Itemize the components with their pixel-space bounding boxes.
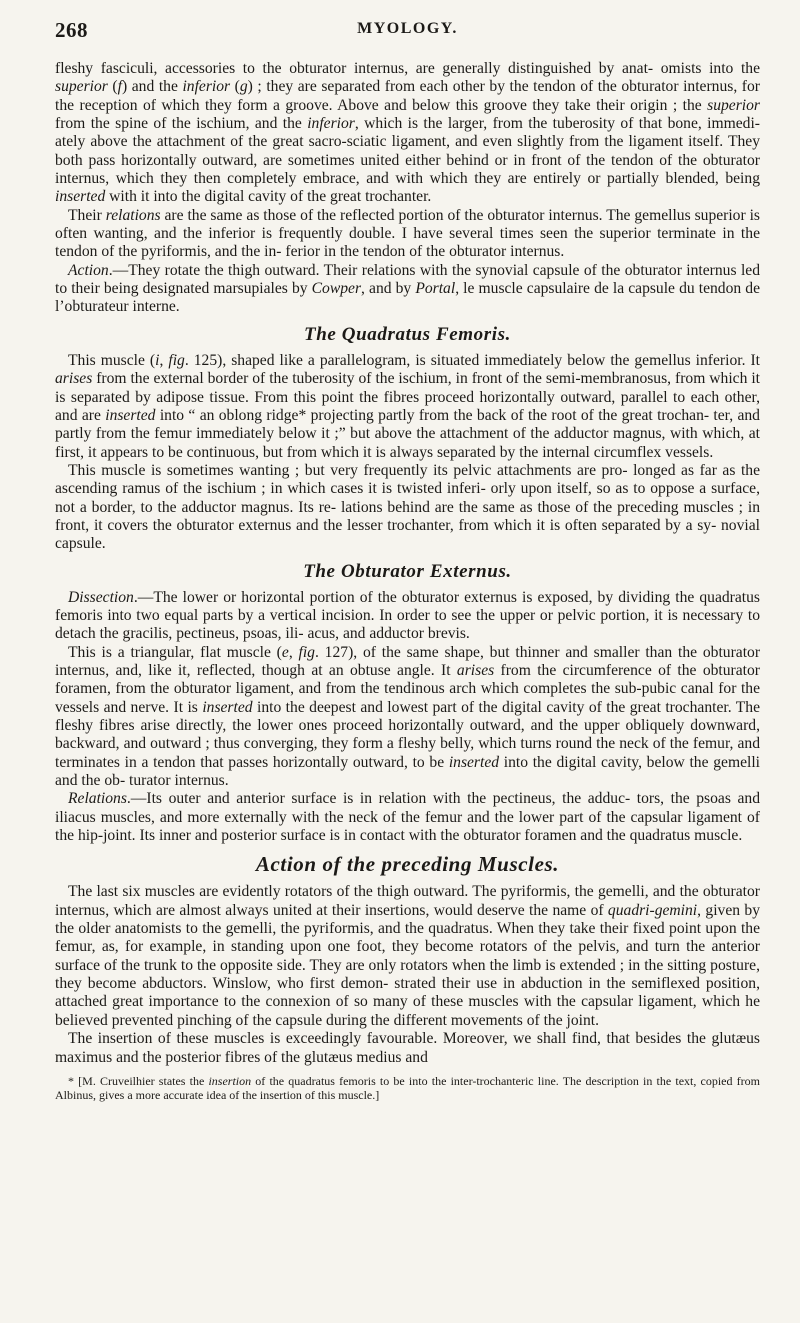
- paragraph: fleshy fasciculi, accessories to the obturator internus, are generally distinguished by anat- omists into the superior (f) and the inferior (g) ; they are separated from each other by the tendon of the obturator internus, for the reception of which they form a groove. Above and below this groove they take their origin ; the superior from the spine of the ischium, and the inferior, which is the larger, from the tuberosity of that bone, immedi- ately above the attachment of the great sacro-sciatic ligament, and even slightly from the ligament itself. They both pass horizontally outward, are sometimes united either behind or in front of the tendon of the obturator internus, which they then completely embrace, and with which they are entirely or partially blended, being inserted with it into the digital cavity of the great trochanter.: [55, 60, 760, 206]
- page-number: 268: [55, 18, 88, 42]
- paragraph: Dissection.—The lower or horizontal portion of the obturator externus is exposed, by dividing the quadratus femoris into two equal parts by a vertical incision. In order to see the upper or pelvic portion, it is necessary to detach the gracilis, pectineus, psoas, ili- acus, and adductor brevis.: [55, 588, 760, 643]
- paragraph: This is a triangular, flat muscle (e, fig. 127), of the same shape, but thinner and smaller than the obturator internus, and, like it, reflected, though at an obtuse angle. It arises from the circumference of the obturator foramen, from the obturator ligament, and from the tendinous arch which completes the sub-pubic canal for the vessels and nerve. It is inserted into the deepest and lowest part of the digital cavity of the great trochanter. The fleshy fibres arise directly, the lower ones proceed horizontally outward, and the upper obliquely downward, backward, and outward ; thus converging, they form a fleshy belly, which turns round the neck of the femur, and terminates in a tendon that passes horizontally outward, to be inserted into the digital cavity, below the gemelli and the ob- turator internus.: [55, 643, 761, 790]
- footnote: * [M. Cruveilhier states the insertion of the quadratus femoris to be into the inter-trochanteric line. The description in the text, copied from Albinus, gives a more accurate idea of the insertion of this muscle.]: [55, 1073, 760, 1102]
- paragraph: The insertion of these muscles is exceedingly favourable. Moreover, we shall find, that besides the glutæus maximus and the posterior fibres of the glutæus medius and: [55, 1030, 760, 1066]
- paragraph: The last six muscles are evidently rotators of the thigh outward. The pyriformis, the gemelli, and the obturator internus, which are almost always united at their insertions, would deserve the name of quadri-gemini, given by the older anatomists to the gemelli, the pyriformis, and the quadratus. When they take their fixed point upon the femur, as, for example, in standing upon one foot, they become rotators of the pelvis, and turn the anterior surface of the trunk to the opposite side. They are only rotators when the limb is extended ; in the sitting posture, they become abductors. Winslow, who first demon- strated their use in abduction in the semiflexed position, attached great importance to the connexion of so many of these muscles with the capsular ligament, which he believed prevented pinching of the capsule during the different movements of the joint.: [55, 883, 761, 1029]
- paragraph: Action.—They rotate the thigh outward. Their relations with the synovial capsule of the obturator internus led to their being designated marsupiales by Cowper, and by Portal, le muscle capsulaire de la capsule du tendon de l’obturateur interne.: [55, 261, 761, 316]
- page-body: [55, 60, 760, 1102]
- running-title: MYOLOGY.: [357, 20, 458, 37]
- running-head: [55, 18, 760, 44]
- section-heading: The Quadratus Femoris.: [304, 323, 511, 345]
- section-heading: Action of the preceding Muscles.: [255, 852, 560, 877]
- paragraph: This muscle (i, fig. 125), shaped like a parallelogram, is situated immediately below the gemellus inferior. It arises from the external border of the tuberosity of the ischium, in front of the semi-membranosus, from which it is separated by adipose tissue. From this point the fibres proceed horizontally outward, parallel to each other, and are inserted into “ an oblong ridge* projecting partly from the back of the root of the great trochan- ter, and partly from the femur immediately below it ;” but above the attachment of the adductor magnus, with which, at first, it appears to be continuous, but from which it is always separated by the internal circumflex vessels.: [55, 351, 761, 461]
- paragraph: Relations.—Its outer and anterior surface is in relation with the pectineus, the adduc- tors, the psoas and iliacus muscles, and more externally with the neck of the femur and the lower part of the capsular ligament of the hip-joint. Its inner and posterior surface is in contact with the obturator foramen and the quadratus muscle.: [55, 790, 760, 845]
- paragraph: Their relations are the same as those of the reflected portion of the obturator internus. The gemellus superior is often wanting, and the inferior is frequently double. I have several times seen the superior terminate in the tendon of the pyriformis, and the in- ferior in the tendon of the obturator internus.: [55, 206, 760, 261]
- section-heading: The Obturator Externus.: [303, 560, 512, 582]
- paragraph: This muscle is sometimes wanting ; but very frequently its pelvic attachments are pro- longed as far as the ascending ramus of the ischium ; in which cases it is twisted inferi- orly upon itself, so as to oppose a surface, not a border, to the adductor magnus. Its re- lations behind are the same as those of the preceding muscles ; in front, it covers the obturator externus and the lesser trochanter, from which it is often separated by a sy- novial capsule.: [55, 461, 760, 553]
